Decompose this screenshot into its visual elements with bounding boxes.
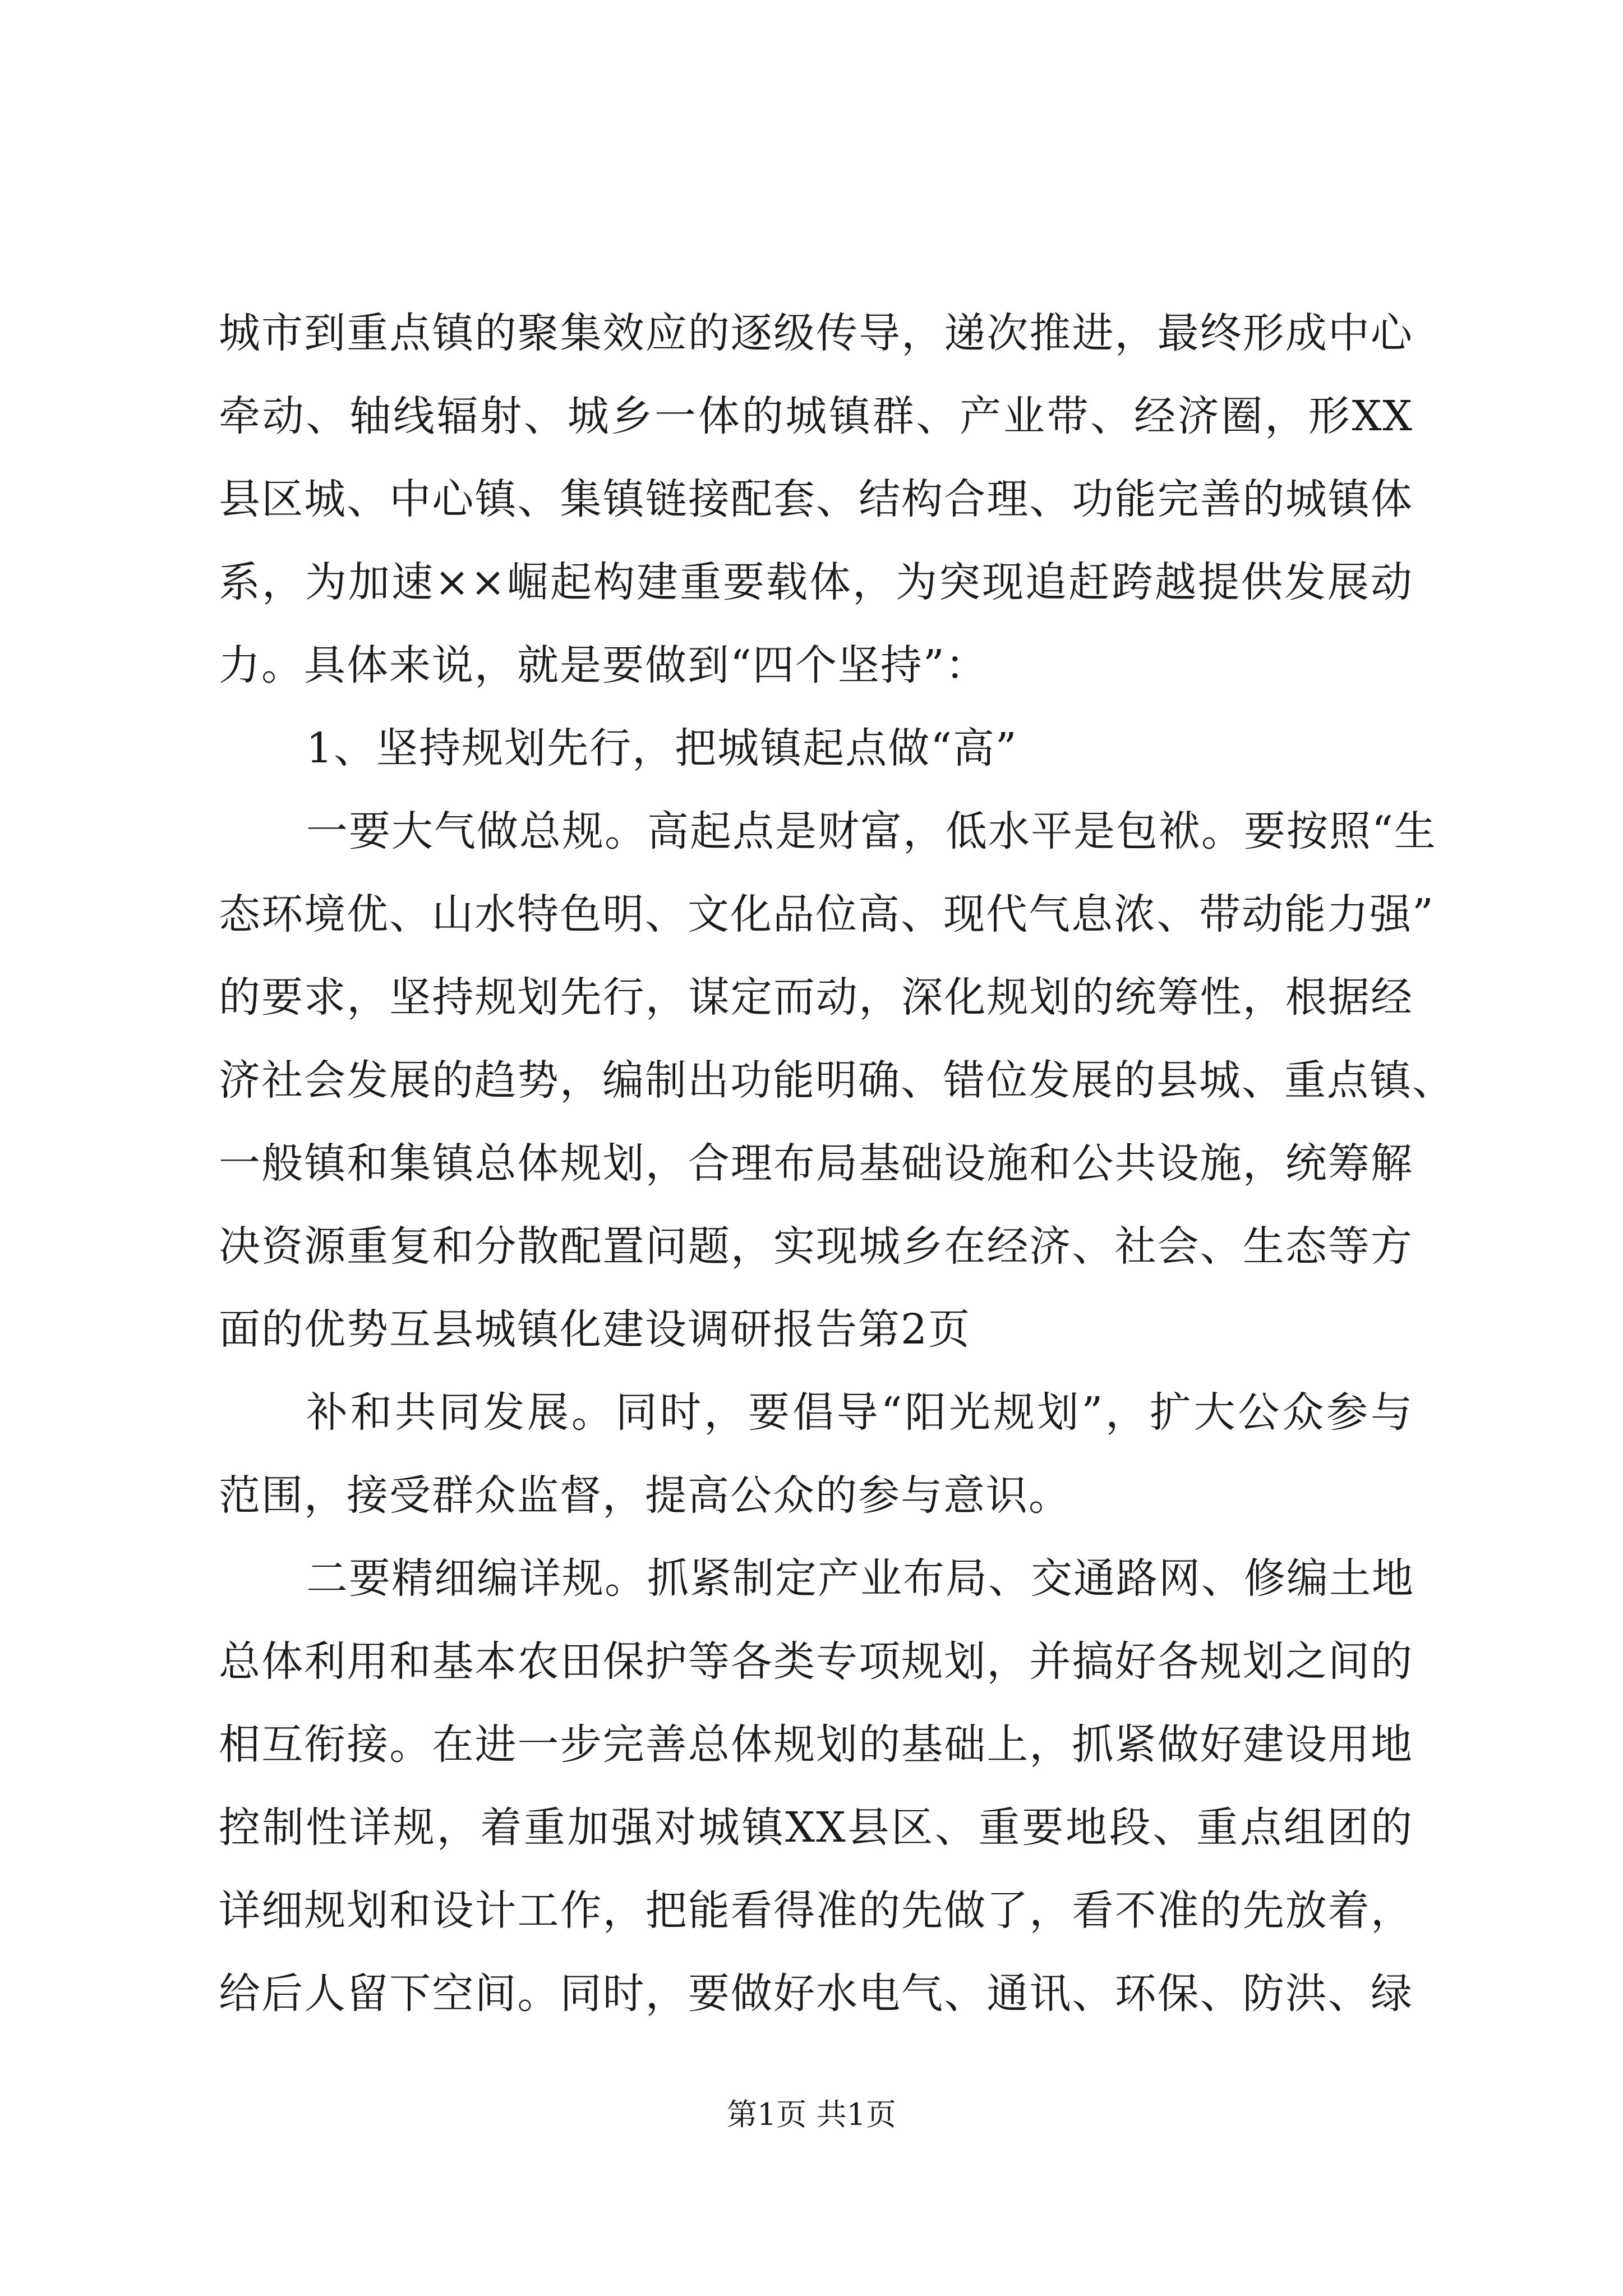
body-line-8: 态环境优、山水特色明、文化品位高、现代气息浓、带动能力强” bbox=[219, 890, 1435, 938]
body-line-17: 总体利用和基本农田保护等各类专项规划，并搞好各规划之间的 bbox=[219, 1637, 1413, 1686]
body-line-13: 面的优势互县城镇化建设调研报告第2页 bbox=[219, 1305, 971, 1354]
body-line-4: 系，为加速××崛起构建重要载体，为突现追赶跨越提供发展动 bbox=[219, 558, 1413, 606]
body-line-16: 二要精细编详规。抓紧制定产业布局、交通路网、修编土地 bbox=[306, 1554, 1414, 1603]
body-line-21: 给后人留下空间。同时，要做好水电气、通讯、环保、防洪、绿 bbox=[219, 1970, 1413, 2018]
body-line-1: 城市到重点镇的聚集效应的逐级传导，递次推进，最终形成中心 bbox=[219, 309, 1413, 357]
body-line-11: 一般镇和集镇总体规划，合理布局基础设施和公共设施，统筹解 bbox=[219, 1139, 1413, 1188]
body-line-15: 范围，接受群众监督，提高公众的参与意识。 bbox=[219, 1471, 1071, 1520]
body-line-12: 决资源重复和分散配置问题，实现城乡在经济、社会、生态等方 bbox=[219, 1222, 1413, 1271]
body-line-20: 详细规划和设计工作，把能看得准的先做了，看不准的先放着， bbox=[219, 1887, 1413, 1935]
body-line-5: 力。具体来说，就是要做到“四个坚持”： bbox=[219, 641, 988, 689]
body-line-6: 1、坚持规划先行，把城镇起点做“高” bbox=[306, 724, 1018, 772]
page-footer: 第1页 共1页 bbox=[727, 2097, 896, 2132]
body-line-3: 县区城、中心镇、集镇链接配套、结构合理、功能完善的城镇体 bbox=[219, 475, 1413, 523]
body-line-19: 控制性详规，着重加强对城镇XX县区、重要地段、重点组团的 bbox=[219, 1803, 1413, 1852]
body-line-14: 补和共同发展。同时，要倡导“阳光规划”，扩大公众参与 bbox=[306, 1388, 1413, 1437]
body-line-9: 的要求，坚持规划先行，谋定而动，深化规划的统筹性，根据经 bbox=[219, 973, 1413, 1022]
document-body bbox=[219, 292, 1455, 2035]
body-line-10: 济社会发展的趋势，编制出功能明确、错位发展的县城、重点镇、 bbox=[219, 1056, 1455, 1105]
body-line-18: 相互衔接。在进一步完善总体规划的基础上，抓紧做好建设用地 bbox=[219, 1720, 1413, 1769]
body-line-2: 牵动、轴线辐射、城乡一体的城镇群、产业带、经济圈，形XX bbox=[219, 392, 1413, 440]
body-line-7: 一要大气做总规。高起点是财富，低水平是包袱。要按照“生 bbox=[306, 807, 1437, 855]
